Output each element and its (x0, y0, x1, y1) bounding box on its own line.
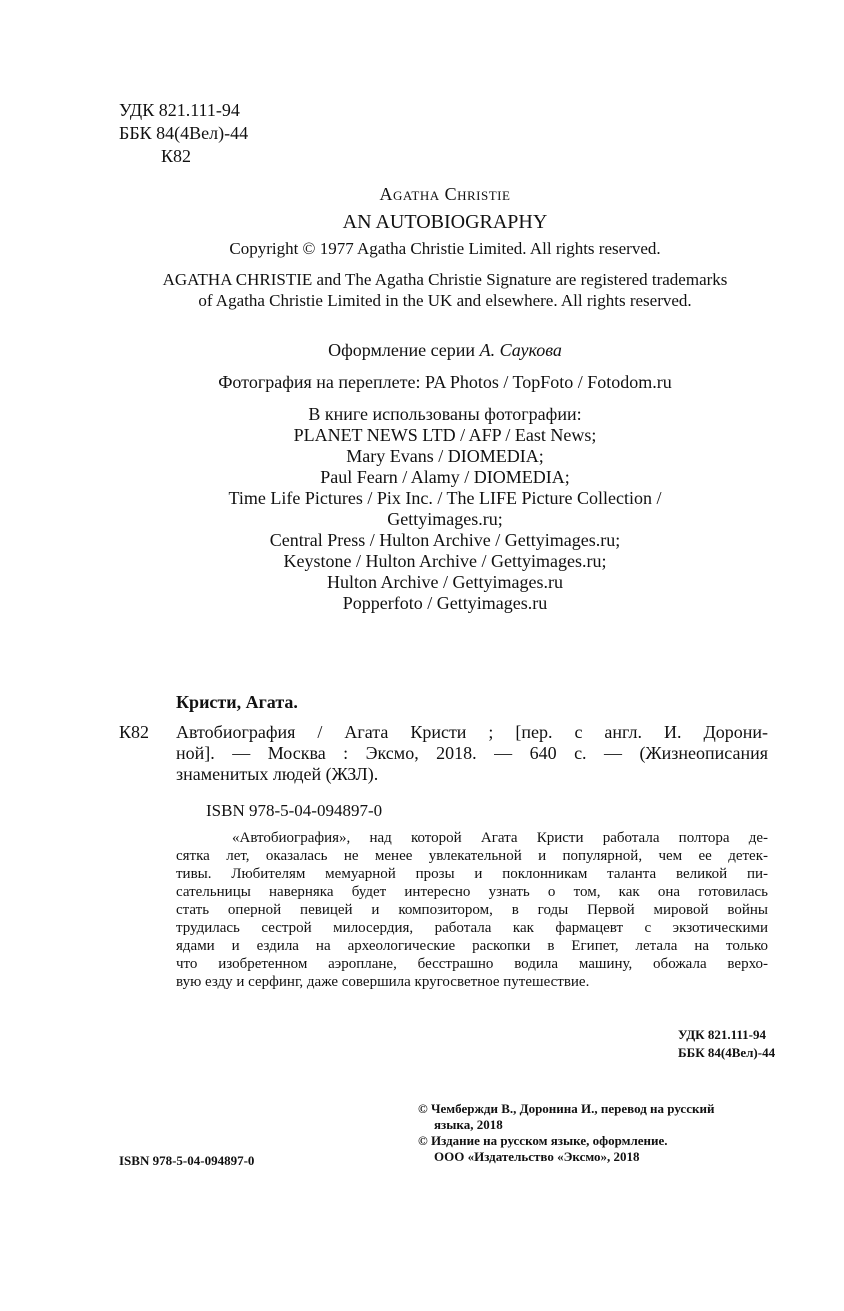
header-author-mark: К82 (161, 146, 192, 166)
original-copyright: Copyright © 1977 Agatha Christie Limited. All rights reserved. (229, 239, 661, 258)
header-bbk: ББК 84(4Вел)-44 (119, 123, 249, 143)
original-author: Agatha Christie (379, 184, 511, 204)
catalog-description-line: знаменитых людей (ЖЗЛ). (176, 764, 379, 784)
header-udk: УДК 821.111-94 (119, 100, 240, 120)
annotation-line: сательницы наверняка будет интересно узнать о том, как она готовилась (176, 884, 768, 900)
annotation-line: ядами и ездила на археологические раскопки в Египет, летала на только (176, 938, 768, 954)
catalog-description-line: ной]. — Москва : Эксмо, 2018. — 640 с. — (Жизнеописания (176, 743, 768, 763)
photo-credit-line: PLANET NEWS LTD / AFP / East News; (293, 425, 597, 445)
annotation-line: тивы. Любителям мемуарной прозы и поклонникам таланта великой пи- (176, 866, 768, 882)
trademark-line: of Agatha Christie Limited in the UK and elsewhere. All rights reserved. (198, 290, 692, 310)
series-design-prefix: Оформление серии (328, 340, 480, 360)
annotation-line: «Автобиография», над которой Агата Кристи работала полтора де- (232, 830, 768, 846)
catalog-bbk: ББК 84(4Вел)-44 (678, 1045, 776, 1060)
footer-copyright-line: языка, 2018 (434, 1117, 503, 1132)
photo-credit-line: Paul Fearn / Alamy / DIOMEDIA; (320, 467, 570, 487)
original-title: AN AUTOBIOGRAPHY (342, 211, 548, 233)
annotation-line: стать оперной певицей и композитором, в годы Первой мировой войны (176, 902, 768, 918)
series-designer: А. Саукова (479, 340, 562, 360)
photo-credits (120, 404, 770, 614)
photo-credit-line: Central Press / Hulton Archive / Gettyimages.ru; (269, 530, 621, 550)
annotation-line: вую езду и серфинг, даже совершила кругосветное путешествие. (176, 974, 590, 990)
photo-credit-line: Gettyimages.ru; (387, 509, 503, 529)
series-design (120, 340, 770, 361)
cover-photo-credit: Фотография на переплете: PA Photos / TopFoto / Fotodom.ru (218, 372, 672, 392)
catalog-udk: УДК 821.111-94 (678, 1027, 766, 1042)
footer-isbn: ISBN 978-5-04-094897-0 (119, 1153, 255, 1168)
catalog-description-line: Автобиография / Агата Кристи ; [пер. с англ. И. Дорони- (176, 722, 768, 742)
footer-copyright (418, 1101, 714, 1165)
catalog-isbn: ISBN 978-5-04-094897-0 (206, 801, 383, 820)
trademark-line: AGATHA CHRISTIE and The Agatha Christie Signature are registered trademarks (162, 270, 728, 289)
photo-credit-line: Time Life Pictures / Pix Inc. / The LIFE Picture Collection / (228, 488, 662, 508)
footer-copyright-line: © Чембержди В., Доронина И., перевод на русский (418, 1101, 715, 1116)
trademark-notice (120, 270, 770, 311)
catalog-mark: К82 (119, 722, 150, 742)
photo-credit-line: Keystone / Hulton Archive / Gettyimages.ru; (283, 551, 607, 571)
photo-credit-line: Hulton Archive / Gettyimages.ru (327, 572, 563, 592)
photo-credit-line: Popperfoto / Gettyimages.ru (342, 593, 548, 613)
footer-copyright-line: ООО «Издательство «Эксмо», 2018 (434, 1149, 640, 1164)
annotation-line: трудилась сестрой милосердия, работала как фармацевт с экзотическими (176, 920, 768, 936)
annotation-line: сятка лет, оказалась не менее увлекательной и популярной, чем ее детек- (176, 848, 768, 864)
photo-credit-line: Mary Evans / DIOMEDIA; (346, 446, 544, 466)
footer-copyright-line: © Издание на русском языке, оформление. (418, 1133, 668, 1148)
annotation-line: что изобретенном аэроплане, бесстрашно водила машину, обожала верхо- (176, 956, 768, 972)
catalog-author-heading: Кристи, Агата. (176, 692, 298, 712)
photo-credits-heading: В книге использованы фотографии: (308, 404, 582, 424)
catalog-description (176, 722, 768, 785)
catalog-annotation (176, 829, 768, 991)
